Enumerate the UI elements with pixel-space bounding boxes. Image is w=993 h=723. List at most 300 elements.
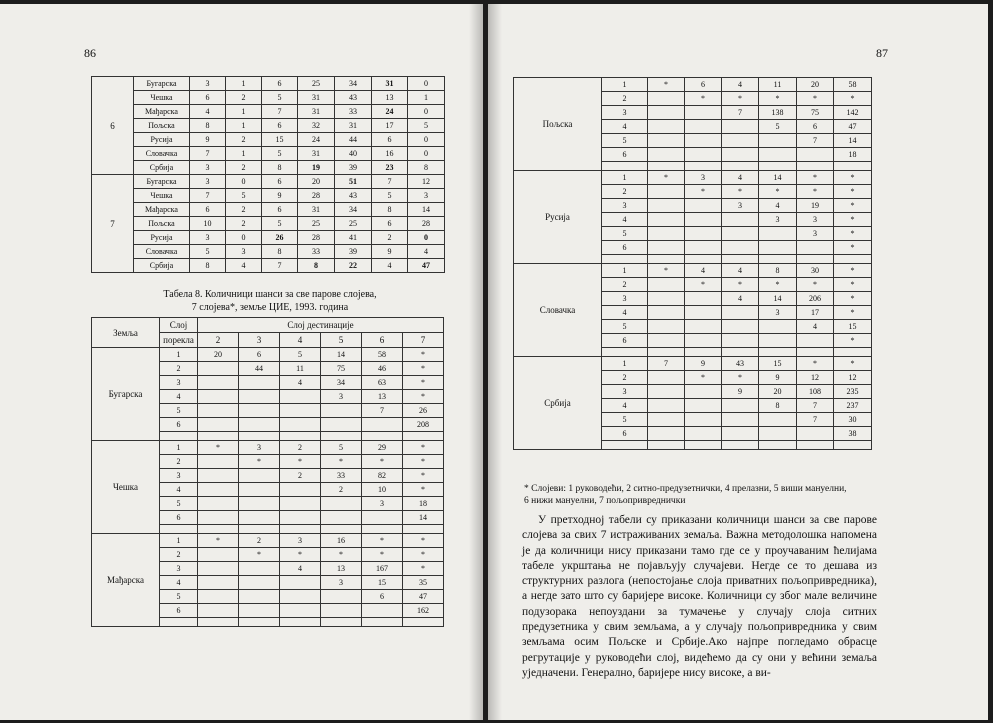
value-cell: 33 bbox=[335, 105, 372, 119]
origin-cell: 2 bbox=[602, 185, 648, 199]
value-cell bbox=[685, 399, 722, 413]
value-cell bbox=[797, 427, 834, 441]
value-cell bbox=[239, 562, 280, 576]
value-cell: 26 bbox=[403, 404, 444, 418]
value-cell: 14 bbox=[759, 171, 797, 185]
origin-cell: 4 bbox=[160, 576, 198, 590]
origin-cell: 1 bbox=[160, 534, 198, 548]
value-cell bbox=[685, 292, 722, 306]
empty-cell bbox=[685, 255, 722, 264]
value-cell: 7 bbox=[190, 189, 226, 203]
value-cell bbox=[321, 404, 362, 418]
value-cell: 9 bbox=[685, 357, 722, 371]
table-row bbox=[92, 105, 445, 119]
value-cell bbox=[362, 418, 403, 432]
value-cell: 16 bbox=[321, 534, 362, 548]
value-cell bbox=[722, 427, 759, 441]
country-cell: Пољска bbox=[134, 217, 190, 231]
value-cell: 34 bbox=[335, 77, 372, 91]
empty-cell bbox=[722, 348, 759, 357]
value-cell bbox=[685, 148, 722, 162]
value-cell: 25 bbox=[298, 217, 335, 231]
value-cell: 0 bbox=[226, 175, 262, 189]
empty-cell bbox=[198, 432, 239, 441]
value-cell: 1 bbox=[226, 147, 262, 161]
value-cell: 30 bbox=[797, 264, 834, 278]
empty-cell bbox=[362, 525, 403, 534]
empty-cell bbox=[602, 162, 648, 171]
value-cell: 28 bbox=[408, 217, 445, 231]
origin-cell: 3 bbox=[602, 385, 648, 399]
origin-cell: 2 bbox=[160, 362, 198, 376]
value-cell: * bbox=[834, 278, 872, 292]
value-cell bbox=[648, 227, 685, 241]
value-cell bbox=[685, 241, 722, 255]
value-cell: * bbox=[648, 78, 685, 92]
value-cell: 4 bbox=[722, 292, 759, 306]
value-cell bbox=[239, 404, 280, 418]
value-cell: 4 bbox=[722, 78, 759, 92]
value-cell: * bbox=[722, 92, 759, 106]
value-cell bbox=[759, 320, 797, 334]
value-cell: * bbox=[362, 534, 403, 548]
value-cell: * bbox=[834, 357, 872, 371]
value-cell: 6 bbox=[262, 119, 298, 133]
value-cell bbox=[280, 576, 321, 590]
value-cell: 75 bbox=[797, 106, 834, 120]
empty-cell bbox=[602, 255, 648, 264]
value-cell bbox=[239, 418, 280, 432]
country-cell: Русија bbox=[134, 231, 190, 245]
country-cell: Србија bbox=[134, 161, 190, 175]
value-cell: 3 bbox=[797, 227, 834, 241]
value-cell: 142 bbox=[834, 106, 872, 120]
value-cell bbox=[685, 306, 722, 320]
table-row bbox=[514, 357, 872, 371]
page-number-left: 86 bbox=[84, 46, 96, 60]
country-cell: Србија bbox=[134, 259, 190, 273]
value-cell: 3 bbox=[722, 199, 759, 213]
value-cell: 3 bbox=[408, 189, 445, 203]
empty-cell bbox=[797, 348, 834, 357]
value-cell: 4 bbox=[685, 264, 722, 278]
value-cell: 43 bbox=[335, 91, 372, 105]
origin-cell: 5 bbox=[160, 497, 198, 511]
value-cell: 17 bbox=[797, 306, 834, 320]
value-cell bbox=[648, 292, 685, 306]
value-cell bbox=[280, 483, 321, 497]
value-cell bbox=[759, 334, 797, 348]
empty-cell bbox=[722, 441, 759, 450]
value-cell: 237 bbox=[834, 399, 872, 413]
origin-cell: 3 bbox=[602, 292, 648, 306]
value-cell bbox=[280, 511, 321, 525]
value-cell: 108 bbox=[797, 385, 834, 399]
value-cell: 2 bbox=[280, 441, 321, 455]
value-cell: 3 bbox=[190, 231, 226, 245]
value-cell: 15 bbox=[362, 576, 403, 590]
value-cell bbox=[648, 185, 685, 199]
value-cell: * bbox=[239, 548, 280, 562]
value-cell: 43 bbox=[335, 189, 372, 203]
value-cell bbox=[648, 148, 685, 162]
value-cell: 25 bbox=[335, 217, 372, 231]
header-origin: Слој bbox=[160, 318, 198, 333]
value-cell bbox=[685, 334, 722, 348]
value-cell bbox=[648, 334, 685, 348]
value-cell: 1 bbox=[226, 77, 262, 91]
value-cell: 6 bbox=[262, 77, 298, 91]
dest-column-header: 6 bbox=[362, 333, 403, 348]
value-cell bbox=[648, 306, 685, 320]
value-cell: 5 bbox=[262, 91, 298, 105]
value-cell: 33 bbox=[321, 469, 362, 483]
value-cell: * bbox=[403, 483, 444, 497]
value-cell bbox=[722, 399, 759, 413]
empty-cell bbox=[602, 441, 648, 450]
value-cell: 22 bbox=[335, 259, 372, 273]
country-group-label: Бугарска bbox=[92, 348, 160, 441]
table-row bbox=[92, 231, 445, 245]
value-cell: 0 bbox=[408, 133, 445, 147]
value-cell bbox=[280, 497, 321, 511]
value-cell bbox=[722, 413, 759, 427]
value-cell: 16 bbox=[372, 147, 408, 161]
value-cell: 2 bbox=[226, 217, 262, 231]
value-cell bbox=[722, 241, 759, 255]
value-cell: * bbox=[797, 171, 834, 185]
empty-cell bbox=[602, 348, 648, 357]
value-cell: * bbox=[722, 278, 759, 292]
value-cell: 15 bbox=[834, 320, 872, 334]
value-cell: 19 bbox=[298, 161, 335, 175]
value-cell: 47 bbox=[408, 259, 445, 273]
value-cell: 208 bbox=[403, 418, 444, 432]
group-label: 6 bbox=[92, 77, 134, 175]
table-row bbox=[92, 534, 444, 548]
table-row bbox=[92, 119, 445, 133]
value-cell: 10 bbox=[362, 483, 403, 497]
value-cell: 1 bbox=[408, 91, 445, 105]
value-cell bbox=[722, 134, 759, 148]
value-cell bbox=[239, 469, 280, 483]
value-cell: 31 bbox=[298, 91, 335, 105]
value-cell: 43 bbox=[722, 357, 759, 371]
value-cell bbox=[685, 106, 722, 120]
value-cell: 162 bbox=[403, 604, 444, 618]
value-cell: * bbox=[685, 185, 722, 199]
value-cell: 18 bbox=[834, 148, 872, 162]
value-cell: 2 bbox=[226, 161, 262, 175]
value-cell: 138 bbox=[759, 106, 797, 120]
caption-line: 7 слојева*, земље ЦИЕ, 1993. година bbox=[191, 302, 349, 313]
origin-cell: 1 bbox=[602, 78, 648, 92]
table-row bbox=[92, 189, 445, 203]
country-cell: Пољска bbox=[134, 119, 190, 133]
value-cell: 6 bbox=[372, 133, 408, 147]
value-cell: * bbox=[280, 455, 321, 469]
origin-cell: 6 bbox=[160, 511, 198, 525]
table-row bbox=[92, 348, 444, 362]
value-cell: 39 bbox=[335, 161, 372, 175]
value-cell: * bbox=[403, 548, 444, 562]
origin-cell: 4 bbox=[602, 399, 648, 413]
empty-cell bbox=[239, 618, 280, 627]
value-cell bbox=[280, 418, 321, 432]
value-cell: 1 bbox=[226, 119, 262, 133]
value-cell: 3 bbox=[190, 175, 226, 189]
origin-cell: 5 bbox=[160, 404, 198, 418]
value-cell: 9 bbox=[262, 189, 298, 203]
country-group-label: Русија bbox=[514, 171, 602, 264]
value-cell: 13 bbox=[362, 390, 403, 404]
value-cell: * bbox=[403, 455, 444, 469]
value-cell: * bbox=[759, 278, 797, 292]
value-cell bbox=[722, 148, 759, 162]
value-cell: * bbox=[834, 213, 872, 227]
dest-column-header: 7 bbox=[403, 333, 444, 348]
empty-cell bbox=[160, 618, 198, 627]
value-cell: 8 bbox=[408, 161, 445, 175]
value-cell: * bbox=[759, 92, 797, 106]
value-cell: 12 bbox=[408, 175, 445, 189]
value-cell bbox=[648, 199, 685, 213]
value-cell bbox=[685, 120, 722, 134]
value-cell: 9 bbox=[190, 133, 226, 147]
empty-cell bbox=[160, 525, 198, 534]
empty-cell bbox=[759, 255, 797, 264]
value-cell: * bbox=[834, 199, 872, 213]
value-cell bbox=[280, 404, 321, 418]
empty-cell bbox=[722, 162, 759, 171]
value-cell: 4 bbox=[280, 562, 321, 576]
table-row bbox=[92, 77, 445, 91]
table-row bbox=[514, 78, 872, 92]
value-cell: 39 bbox=[335, 245, 372, 259]
value-cell bbox=[321, 604, 362, 618]
origin-cell: 2 bbox=[602, 278, 648, 292]
empty-cell bbox=[280, 525, 321, 534]
value-cell: 5 bbox=[280, 348, 321, 362]
value-cell: 31 bbox=[335, 119, 372, 133]
paragraph-text: У претходној табели су приказани количници шанси за све парове слојева за свих 7 истраживаних земаља. Важна методолошка напомена је да количници нису приказани тамо где се у проучаваним ћелијама табеле укрштања не појављују случајеви. Негде се то дешава из структурних разлога (непостојање слоја приватних пољопривредника), а негде зато што су баријере високе. Количници су због мале величине подузорака непоуздани за тумачење у случају слоја ситних предузетника у свим земљама, а у случају пољопривредника у свим земљама осим Пољске и Србије.Ако најпре погледамо обрасце регрутације у руководећи слој, видећемо да су они у већини земаља уједначени. Генерално, баријере нису високе, а ви- bbox=[522, 514, 877, 679]
origin-cell: 4 bbox=[602, 120, 648, 134]
value-cell: 4 bbox=[190, 105, 226, 119]
value-cell: 3 bbox=[226, 245, 262, 259]
value-cell: 167 bbox=[362, 562, 403, 576]
empty-cell bbox=[685, 348, 722, 357]
value-cell: 28 bbox=[298, 231, 335, 245]
value-cell: 24 bbox=[298, 133, 335, 147]
value-cell: * bbox=[362, 548, 403, 562]
country-group-label: Словачка bbox=[514, 264, 602, 357]
origin-cell: 1 bbox=[602, 171, 648, 185]
origin-cell: 1 bbox=[160, 441, 198, 455]
value-cell: 6 bbox=[239, 348, 280, 362]
value-cell bbox=[198, 362, 239, 376]
value-cell: 0 bbox=[408, 105, 445, 119]
empty-cell bbox=[403, 525, 444, 534]
value-cell: 7 bbox=[797, 413, 834, 427]
value-cell bbox=[648, 385, 685, 399]
origin-cell: 6 bbox=[602, 334, 648, 348]
value-cell bbox=[648, 120, 685, 134]
value-cell bbox=[321, 418, 362, 432]
value-cell bbox=[685, 427, 722, 441]
value-cell: 8 bbox=[372, 203, 408, 217]
origin-cell: 1 bbox=[602, 357, 648, 371]
value-cell: 20 bbox=[198, 348, 239, 362]
value-cell: 14 bbox=[759, 292, 797, 306]
value-cell: 14 bbox=[321, 348, 362, 362]
value-cell: 33 bbox=[298, 245, 335, 259]
value-cell: * bbox=[685, 371, 722, 385]
value-cell: * bbox=[685, 278, 722, 292]
value-cell bbox=[198, 497, 239, 511]
value-cell: 44 bbox=[239, 362, 280, 376]
value-cell: 31 bbox=[298, 147, 335, 161]
value-cell: 31 bbox=[298, 203, 335, 217]
value-cell: 2 bbox=[372, 231, 408, 245]
value-cell bbox=[685, 227, 722, 241]
value-cell: 3 bbox=[362, 497, 403, 511]
value-cell: 14 bbox=[403, 511, 444, 525]
value-cell: 63 bbox=[362, 376, 403, 390]
value-cell: 8 bbox=[262, 245, 298, 259]
value-cell: 6 bbox=[362, 590, 403, 604]
empty-cell bbox=[280, 432, 321, 441]
empty-cell bbox=[239, 432, 280, 441]
value-cell: 34 bbox=[335, 203, 372, 217]
empty-cell bbox=[198, 618, 239, 627]
value-cell bbox=[648, 134, 685, 148]
value-cell: 6 bbox=[797, 120, 834, 134]
origin-cell: 6 bbox=[602, 148, 648, 162]
value-cell: 3 bbox=[239, 441, 280, 455]
empty-cell bbox=[198, 525, 239, 534]
value-cell: 4 bbox=[372, 259, 408, 273]
empty-cell bbox=[321, 618, 362, 627]
value-cell bbox=[722, 227, 759, 241]
value-cell bbox=[198, 576, 239, 590]
country-cell: Мађарска bbox=[134, 105, 190, 119]
table8-continued bbox=[513, 77, 872, 450]
value-cell: 4 bbox=[759, 199, 797, 213]
empty-cell bbox=[648, 348, 685, 357]
value-cell: * bbox=[403, 534, 444, 548]
value-cell: 8 bbox=[298, 259, 335, 273]
value-cell: 47 bbox=[834, 120, 872, 134]
value-cell: 13 bbox=[321, 562, 362, 576]
origin-cell: 3 bbox=[160, 469, 198, 483]
value-cell bbox=[759, 227, 797, 241]
value-cell: 7 bbox=[190, 147, 226, 161]
value-cell: * bbox=[834, 171, 872, 185]
value-cell: * bbox=[759, 185, 797, 199]
empty-cell bbox=[759, 162, 797, 171]
body-paragraph bbox=[522, 513, 877, 681]
origin-cell: 2 bbox=[160, 548, 198, 562]
value-cell: 7 bbox=[722, 106, 759, 120]
value-cell: 5 bbox=[262, 147, 298, 161]
table8 bbox=[91, 317, 444, 627]
origin-cell: 5 bbox=[602, 320, 648, 334]
value-cell: 24 bbox=[372, 105, 408, 119]
value-cell: * bbox=[834, 92, 872, 106]
value-cell: * bbox=[403, 562, 444, 576]
value-cell: 14 bbox=[408, 203, 445, 217]
value-cell: 5 bbox=[408, 119, 445, 133]
value-cell: 6 bbox=[190, 91, 226, 105]
origin-cell: 3 bbox=[160, 562, 198, 576]
empty-cell bbox=[834, 441, 872, 450]
value-cell: 4 bbox=[226, 259, 262, 273]
value-cell bbox=[239, 576, 280, 590]
caption-line: Табела 8. Количници шанси за све парове слојева, bbox=[163, 289, 377, 300]
value-cell: 8 bbox=[190, 119, 226, 133]
value-cell bbox=[648, 399, 685, 413]
value-cell: 75 bbox=[321, 362, 362, 376]
origin-cell: 5 bbox=[602, 227, 648, 241]
value-cell: * bbox=[403, 390, 444, 404]
value-cell bbox=[722, 120, 759, 134]
top-table bbox=[91, 76, 445, 273]
value-cell: 34 bbox=[321, 376, 362, 390]
value-cell: 5 bbox=[372, 189, 408, 203]
value-cell: 58 bbox=[834, 78, 872, 92]
value-cell: * bbox=[834, 241, 872, 255]
value-cell: 3 bbox=[190, 77, 226, 91]
value-cell: 14 bbox=[834, 134, 872, 148]
value-cell: * bbox=[403, 348, 444, 362]
empty-cell bbox=[834, 348, 872, 357]
value-cell bbox=[759, 134, 797, 148]
value-cell: * bbox=[648, 171, 685, 185]
table-row bbox=[92, 175, 445, 189]
empty-cell bbox=[834, 255, 872, 264]
value-cell: 9 bbox=[372, 245, 408, 259]
empty-cell bbox=[797, 162, 834, 171]
value-cell: * bbox=[834, 306, 872, 320]
value-cell: 4 bbox=[408, 245, 445, 259]
value-cell: 9 bbox=[759, 371, 797, 385]
value-cell: 8 bbox=[759, 264, 797, 278]
value-cell: * bbox=[198, 534, 239, 548]
value-cell: * bbox=[834, 227, 872, 241]
value-cell: 35 bbox=[403, 576, 444, 590]
empty-cell bbox=[648, 162, 685, 171]
value-cell bbox=[239, 376, 280, 390]
value-cell: 10 bbox=[190, 217, 226, 231]
empty-cell bbox=[722, 255, 759, 264]
origin-cell: 5 bbox=[602, 134, 648, 148]
origin-cell: 3 bbox=[602, 199, 648, 213]
value-cell: 19 bbox=[797, 199, 834, 213]
value-cell bbox=[648, 371, 685, 385]
value-cell: 3 bbox=[797, 213, 834, 227]
right-page bbox=[488, 4, 988, 720]
origin-cell: 3 bbox=[160, 376, 198, 390]
empty-cell bbox=[321, 432, 362, 441]
value-cell: 25 bbox=[298, 77, 335, 91]
value-cell: 5 bbox=[226, 189, 262, 203]
value-cell bbox=[648, 320, 685, 334]
value-cell: * bbox=[321, 455, 362, 469]
origin-cell: 4 bbox=[160, 390, 198, 404]
value-cell bbox=[321, 497, 362, 511]
value-cell bbox=[759, 148, 797, 162]
value-cell: * bbox=[362, 455, 403, 469]
